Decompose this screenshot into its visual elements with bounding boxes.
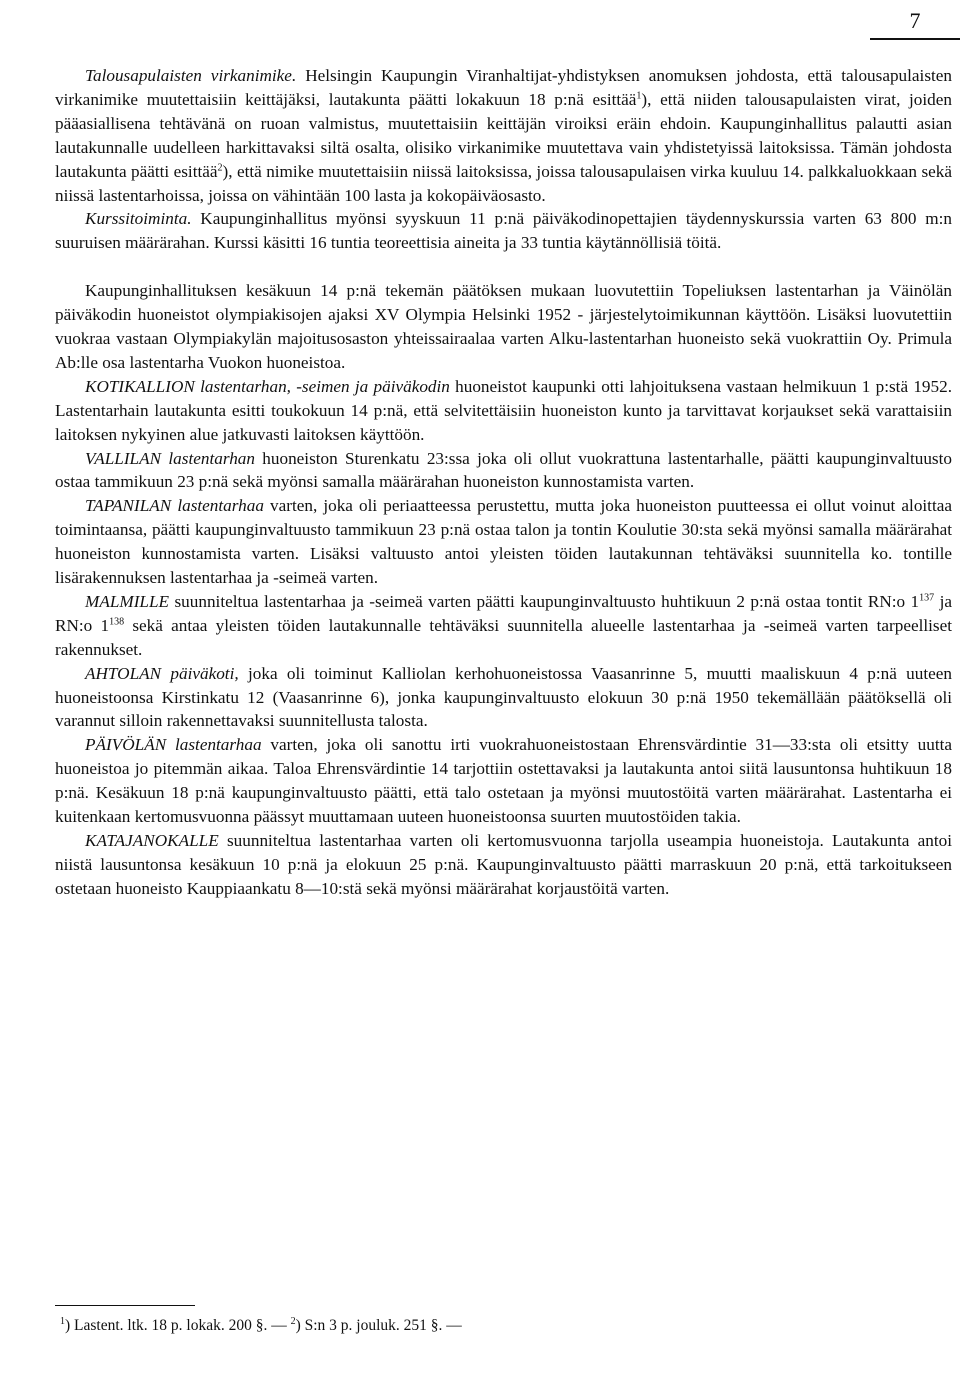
paragraph-luovutus — [55, 279, 952, 375]
section-heading — [55, 255, 952, 279]
footnote-mark: 1 — [60, 1315, 65, 1327]
paragraph-lead: Kurssitoiminta. — [85, 209, 192, 229]
footnote-ref: 1 — [636, 90, 642, 102]
paragraph-text: varten, joka oli sanottu irti vuokrahuoneistostaan Ehrensvärdintie 31—33:sta oli etsitty uutta huoneistoa jo pitemmän aikaa. Taloa Ehrensvärdintie 14 tarjottiin ostettavaksi ja lautakunta antoi siitä lausuntonsa huhtikuun 18 p:nä. Kesäkuun 18 p:nä kaupunginvaltuusto päätti, että talo ostetaan ja myönsi muutostöitä varten määrärahat. Lastentarha ei kuitenkaan kertomusvuonna päässyt muuttamaan uuteen huoneistoonsa suurten muutostöiden takia. — [55, 735, 952, 827]
paragraph-ahtola — [55, 662, 952, 734]
footnote-text: ) Lastent. ltk. 18 p. lokak. 200 §. — — [65, 1317, 291, 1334]
paragraph-text: suunniteltua lastentarhaa varten oli kertomusvuonna tarjolla useampia huoneistoja. Lautakunta antoi niistä lausuntonsa kesäkuun 10 p:nä ja elokuun 25 p:nä. Kaupunginvaltuusto päätti marraskuun 20 p:nä, että tarkoitukseen ostetaan huoneisto Kauppiaankatu 8—10:stä sekä myönsi määrärahat korjaustöitä varten. — [55, 831, 952, 898]
paragraph-kotikallio — [55, 375, 952, 447]
paragraph-lead: VALLILAN lastentarhan — [85, 448, 255, 468]
paragraph-lead: KATAJANOKALLE — [85, 831, 219, 850]
paragraph-text: huoneistot kaupunki otti lahjoituksena vastaan helmikuun 1 p:stä 1952. Lastentarhain lautakunta esitti toukokuun 14 p:nä, että selvitettäisiin huoneiston kunto ja tarvittavat korjaukset sekä varattaisiin laitoksen nykyinen alue jatkuvasti laitoksen käyttöön. — [55, 376, 952, 444]
footnotes — [60, 1316, 920, 1336]
paragraph-lead: MALMILLE — [85, 591, 170, 611]
page-number: 7 — [870, 8, 960, 40]
paragraph-katajanokka — [55, 829, 952, 901]
paragraph-lead: PÄIVÖLÄN lastentarhaa — [85, 735, 262, 755]
body-text — [55, 64, 952, 901]
paragraph-text: joka oli toiminut Kalliolan kerhohuoneistossa Vaasanrinne 5, muutti maaliskuun 4 p:nä uuteen huoneistoonsa Kirstinkatu 12 (Vaasanrinne 6), jonka kaupunginvaltuusto elokuun 30 p:nä 1950 tekemällään päätöksellä oli varannut silloin rakennettavaksi suunnitellusta talosta. — [55, 663, 952, 731]
paragraph-virkanimike — [55, 64, 952, 207]
paragraph-lead: TAPANILAN lastentarhaa — [85, 496, 264, 516]
paragraph-text: Kaupunginhallituksen kesäkuun 14 p:nä tekemän päätöksen mukaan luovutettiin Topeliuksen lastentarhan ja Väinölän päiväkodin huoneistot olympiakisojen ajaksi XV Olympia Helsinki 1952 - järjestelytoimikunnan käyttöön. Lisäksi luovutettiin vuokraa vastaan Olympiakylän majoitusosaston yhteissairaalaa varten Alku-lastentarhan huoneisto sekä vuokrattiin Oy. Primula Ab:lle osa lastentarha Vuokon huoneistoa. — [55, 281, 952, 372]
paragraph-text: Kaupunginhallitus myönsi syyskuun 11 p:nä päiväkodinopettajien täydennyskurssia varten 63 800 m:n suuruisen määrärahan. Kurssi käsitti 16 tuntia teoreettisia aineita ja 33 tuntia käytännöllisiä töitä. — [55, 209, 952, 253]
paragraph-text: sekä antaa yleisten töiden lautakunnalle tehtäväksi suunnitella alueelle lastentarhaa ja -seimeä varten tarpeelliset rakennukset. — [55, 615, 952, 659]
paragraph-vallila — [55, 447, 952, 495]
paragraph-text: suunniteltua lastentarhaa ja -seimeä varten päätti kaupunginvaltuusto huhtikuun 2 p:nä ostaa tontit RN:o 1 — [169, 591, 920, 611]
paragraph-lead: AHTOLAN päiväkoti, — [85, 663, 239, 683]
superscript: 137 — [919, 592, 935, 604]
paragraph-paivola — [55, 733, 952, 829]
paragraph-kurssitoiminta — [55, 207, 952, 255]
paragraph-text: huoneiston Sturenkatu 23:ssa joka oli ollut vuokrattuna lastentarhalle, päätti kaupunginvaltuusto ostaa tammikuun 23 p:nä sekä myönsi samalla määrärahan huoneiston kunnostamista varten. — [55, 448, 952, 492]
paragraph-text: ja RN:o 1 — [55, 591, 952, 635]
footnote-ref: 2 — [217, 161, 223, 173]
paragraph-text: ), että niiden talousapulaisten virat, joiden pääasiallisena tehtävänä on ruoan valmistus, muutettaisiin keittäjän viroiksi eräin ehdoin. Kaupunginhallitus palautti asian lautakunnalle uudelleen harkittavaksi siltä osalta, olisiko virkanimike muutettava vain yhdistetyissä laitoksissa. Tämän johdosta lautakunta päätti esittää — [55, 89, 952, 181]
superscript: 138 — [109, 616, 125, 628]
footnote-divider — [55, 1305, 195, 1306]
paragraph-text: Helsingin Kaupungin Viranhaltijat-yhdistyksen anomuksen johdosta, että talousapulaisten virkanimike muutettaisiin keittäjäksi, lautakunta päätti lokakuun 18 p:nä esittää — [55, 66, 953, 109]
footnote-mark: 2 — [290, 1315, 296, 1327]
paragraph-lead: KOTIKALLION lastentarhan, -seimen ja päiväkodin — [85, 376, 450, 396]
paragraph-lead: Talousapulaisten virkanimike. — [85, 66, 297, 85]
footnote-text: ) S:n 3 p. jouluk. 251 §. — — [295, 1317, 462, 1334]
paragraph-text: varten, joka oli periaatteessa perustettu, mutta joka huoneiston puutteessa ei ollut voinut aloittaa toimintaansa, päätti kaupunginvaltuusto tammikuun 23 p:nä ostaa talon ja tontin Koulutie 30:sta sekä myönsi samalla määrärahat huoneiston kunnostamista varten. Lisäksi valtuusto antoi yleisten töiden lautakunnan tehtäväksi suunnitella ko. tontille lisärakennuksen lastentarhaa ja -seimeä varten. — [55, 496, 952, 588]
paragraph-tapanila — [55, 494, 952, 590]
paragraph-text: ), että nimike muutettaisiin niissä laitoksissa, joissa talousapulaisen virka kuuluu 14. palkkaluokkaan sekä niissä lastentarhoissa, joissa on vähintään 100 lasta ja kokopäiväosasto. — [55, 161, 952, 205]
paragraph-malmi — [55, 590, 952, 662]
